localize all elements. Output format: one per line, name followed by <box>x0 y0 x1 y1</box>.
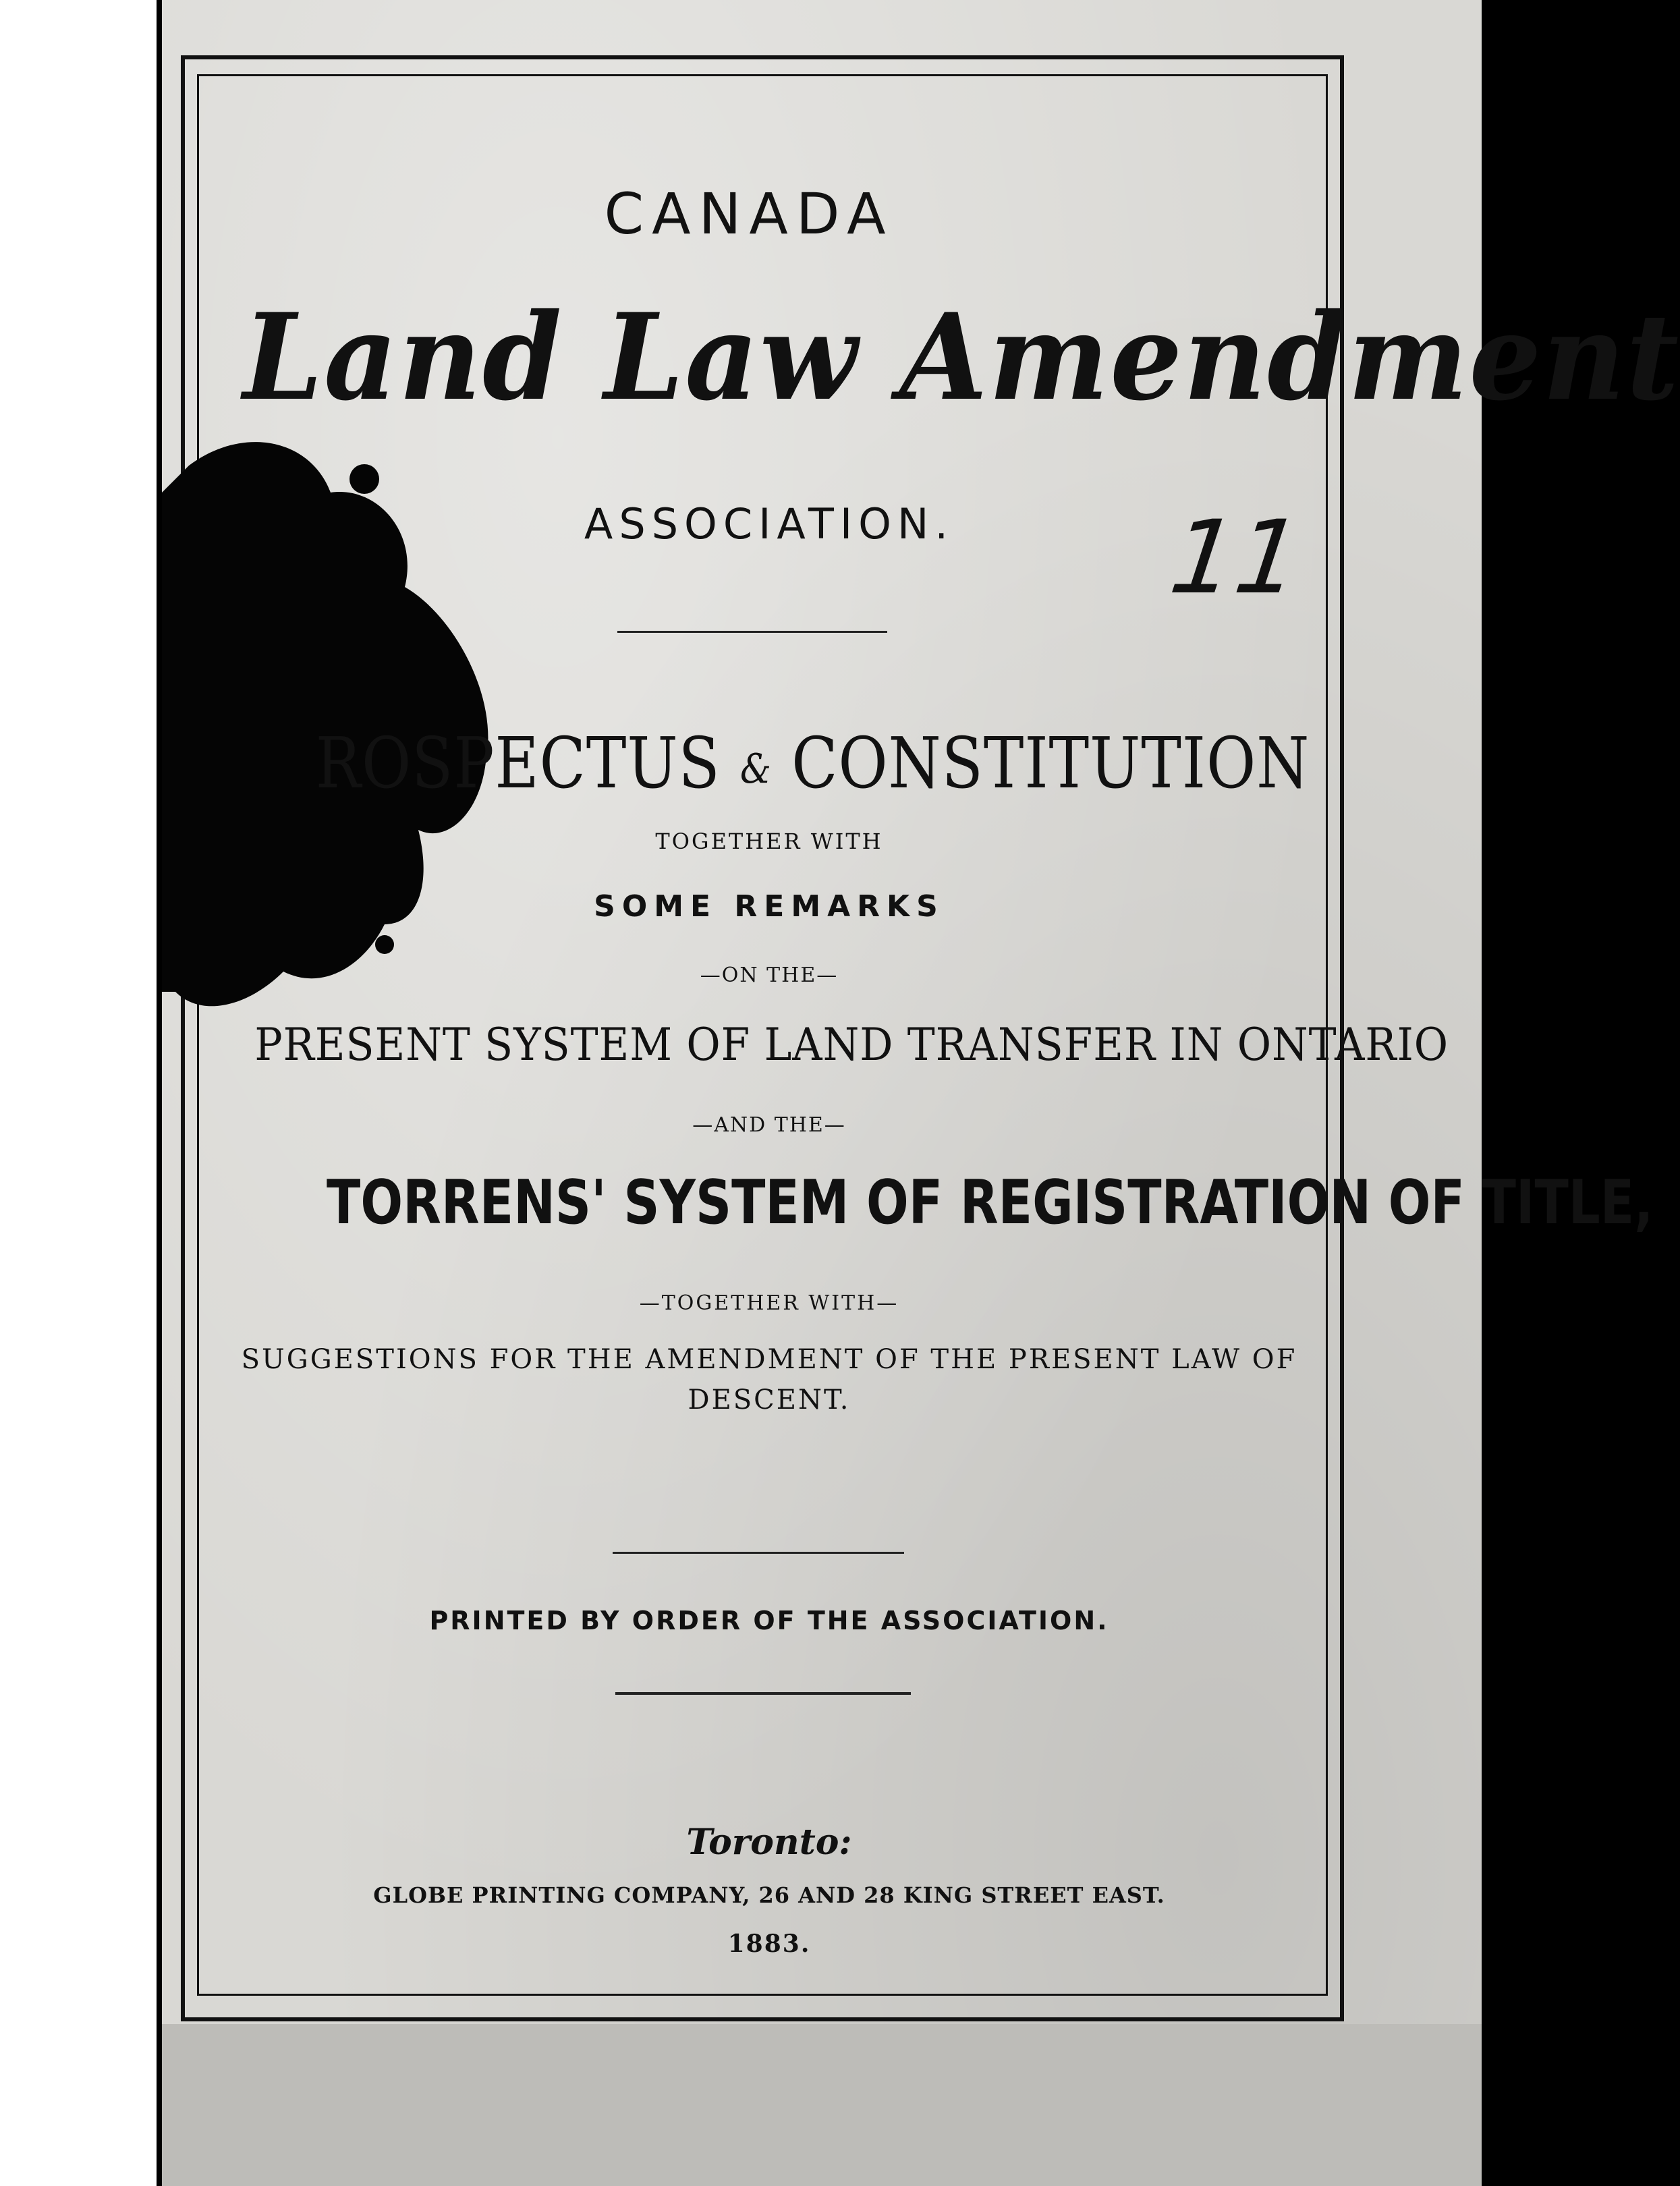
suggestions-line: SUGGESTIONS FOR THE AMENDMENT OF THE PRESENT LAW OF <box>241 1344 1297 1375</box>
imprint-printer: GLOBE PRINTING COMPANY, 26 AND 28 KING STREET EAST. <box>373 1882 1165 1908</box>
prospectus-heading <box>315 722 1310 804</box>
together-with-line: TOGETHER WITH <box>655 829 883 854</box>
together-with-line-2: —TOGETHER WITH— <box>639 1291 899 1315</box>
association-heading: ASSOCIATION. <box>584 499 955 549</box>
divider-rule-1 <box>617 631 887 633</box>
printed-by-line: PRINTED BY ORDER OF THE ASSOCIATION. <box>429 1606 1109 1635</box>
constitution-word: CONSTITUTION <box>791 722 1310 804</box>
divider-rule-3 <box>615 1692 911 1695</box>
imprint-city: Toronto: <box>686 1822 852 1863</box>
and-the-line: —AND THE— <box>692 1113 846 1137</box>
some-remarks-line: SOME REMARKS <box>594 889 945 924</box>
and-glyph: & <box>739 745 772 793</box>
present-system-line: PRESENT SYSTEM OF LAND TRANSFER IN ONTARIO <box>254 1019 1449 1071</box>
page-bottom-edge <box>162 2024 1482 2186</box>
on-the-line: —ON THE— <box>700 963 839 987</box>
country-heading: CANADA <box>604 181 894 247</box>
scan-margin <box>0 0 157 2186</box>
imprint-year: 1883. <box>727 1930 811 1958</box>
main-title: Land Law Amendment <box>243 287 1680 427</box>
handwritten-mark: 11 <box>1151 499 1319 617</box>
descent-line: DESCENT. <box>688 1384 851 1416</box>
torrens-system-line: TORRENS' SYSTEM OF REGISTRATION OF TITLE, <box>327 1167 1654 1238</box>
prospectus-word: ROSPECTUS <box>315 722 721 804</box>
divider-rule-2 <box>613 1552 904 1554</box>
